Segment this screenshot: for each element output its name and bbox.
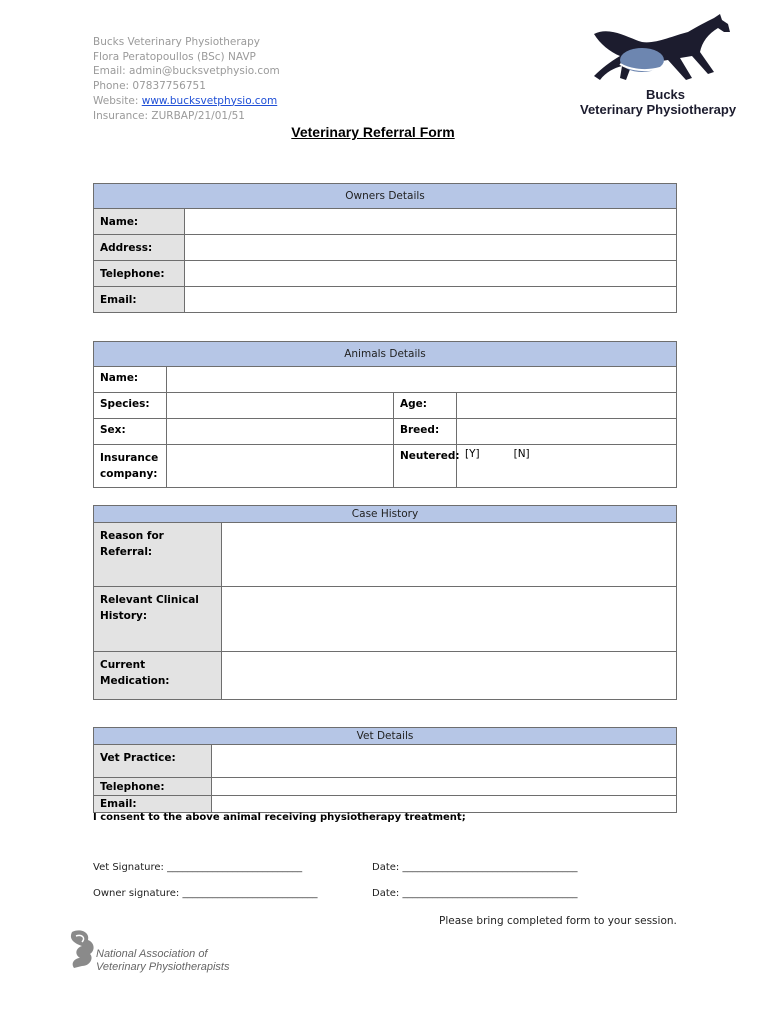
- logo-line2: Veterinary Physiotherapy: [580, 102, 737, 117]
- animals-heading: Animals Details: [94, 342, 677, 367]
- vet-date-line[interactable]: Date: ___________________________________: [372, 862, 578, 873]
- neutered-no-option[interactable]: [N]: [513, 448, 530, 460]
- animal-name-field[interactable]: [167, 367, 677, 393]
- consent-statement: I consent to the above animal receiving physiotherapy treatment;: [93, 812, 466, 823]
- animal-name-label: Name:: [94, 367, 167, 393]
- sex-field[interactable]: [167, 419, 394, 445]
- owner-name-field[interactable]: [185, 209, 677, 235]
- species-label: Species:: [94, 393, 167, 419]
- medication-label: Current Medication:: [94, 652, 222, 700]
- contact-block: [93, 35, 280, 123]
- vet-telephone-field[interactable]: [212, 778, 677, 796]
- neutered-label: Neutered:: [394, 445, 457, 488]
- logo-line1: Bucks: [646, 87, 686, 102]
- contact-email: Email: admin@bucksvetphysio.com: [93, 65, 280, 78]
- owners-details-table: [93, 183, 677, 313]
- owner-address-field[interactable]: [185, 235, 677, 261]
- vet-practice-field[interactable]: [212, 745, 677, 778]
- case-heading: Case History: [94, 506, 677, 523]
- vet-email-label: Email:: [94, 796, 212, 813]
- species-field[interactable]: [167, 393, 394, 419]
- contact-insurance: Insurance: ZURBAP/21/01/51: [93, 109, 245, 122]
- owners-heading: Owners Details: [94, 184, 677, 209]
- vet-telephone-label: Telephone:: [94, 778, 212, 796]
- breed-field[interactable]: [457, 419, 677, 445]
- contact-phone: Phone: 07837756751: [93, 80, 206, 93]
- vet-practice-label: Vet Practice:: [94, 745, 212, 778]
- practice-name: Bucks Veterinary Physiotherapy: [93, 36, 260, 48]
- horse-logo-icon: [580, 12, 755, 92]
- vet-email-field[interactable]: [212, 796, 677, 813]
- website-link[interactable]: www.bucksvetphysio.com: [141, 94, 278, 107]
- navp-logo-icon: [64, 928, 98, 972]
- owner-date-line[interactable]: Date: ___________________________________: [372, 888, 578, 899]
- owner-telephone-label: Telephone:: [94, 261, 185, 287]
- page-title: Veterinary Referral Form: [291, 124, 455, 140]
- insurance-field[interactable]: [167, 445, 394, 488]
- neutered-options: [457, 445, 677, 488]
- owner-address-label: Address:: [94, 235, 185, 261]
- owner-name-label: Name:: [94, 209, 185, 235]
- practitioner: Flora Peratopoullos (BSc) NAVP: [93, 50, 256, 63]
- age-label: Age:: [394, 393, 457, 419]
- case-history-table: [93, 505, 677, 700]
- reason-field[interactable]: [222, 523, 677, 587]
- neutered-yes-option[interactable]: [Y]: [465, 448, 480, 460]
- vet-heading: Vet Details: [94, 728, 677, 745]
- footer-note: Please bring completed form to your session.: [439, 915, 677, 927]
- navp-line1: National Association of: [96, 948, 208, 960]
- clinical-history-label: Relevant Clinical History:: [94, 587, 222, 652]
- breed-label: Breed:: [394, 419, 457, 445]
- age-field[interactable]: [457, 393, 677, 419]
- sex-label: Sex:: [94, 419, 167, 445]
- contact-website: Website: www.bucksvetphysio.com: [93, 94, 278, 107]
- insurance-label: Insurance company:: [94, 445, 167, 488]
- animals-details-table: [93, 341, 677, 488]
- owner-signature-line[interactable]: Owner signature: ___________________________: [93, 888, 318, 899]
- bucks-logo: [580, 12, 755, 122]
- reason-label: Reason for Referral:: [94, 523, 222, 587]
- navp-line2: Veterinary Physiotherapists: [96, 961, 230, 973]
- owner-email-field[interactable]: [185, 287, 677, 313]
- navp-logo-text: [96, 948, 230, 974]
- owner-telephone-field[interactable]: [185, 261, 677, 287]
- medication-field[interactable]: [222, 652, 677, 700]
- vet-details-table: [93, 727, 677, 813]
- vet-signature-line[interactable]: Vet Signature: ___________________________: [93, 862, 303, 873]
- owner-email-label: Email:: [94, 287, 185, 313]
- clinical-history-field[interactable]: [222, 587, 677, 652]
